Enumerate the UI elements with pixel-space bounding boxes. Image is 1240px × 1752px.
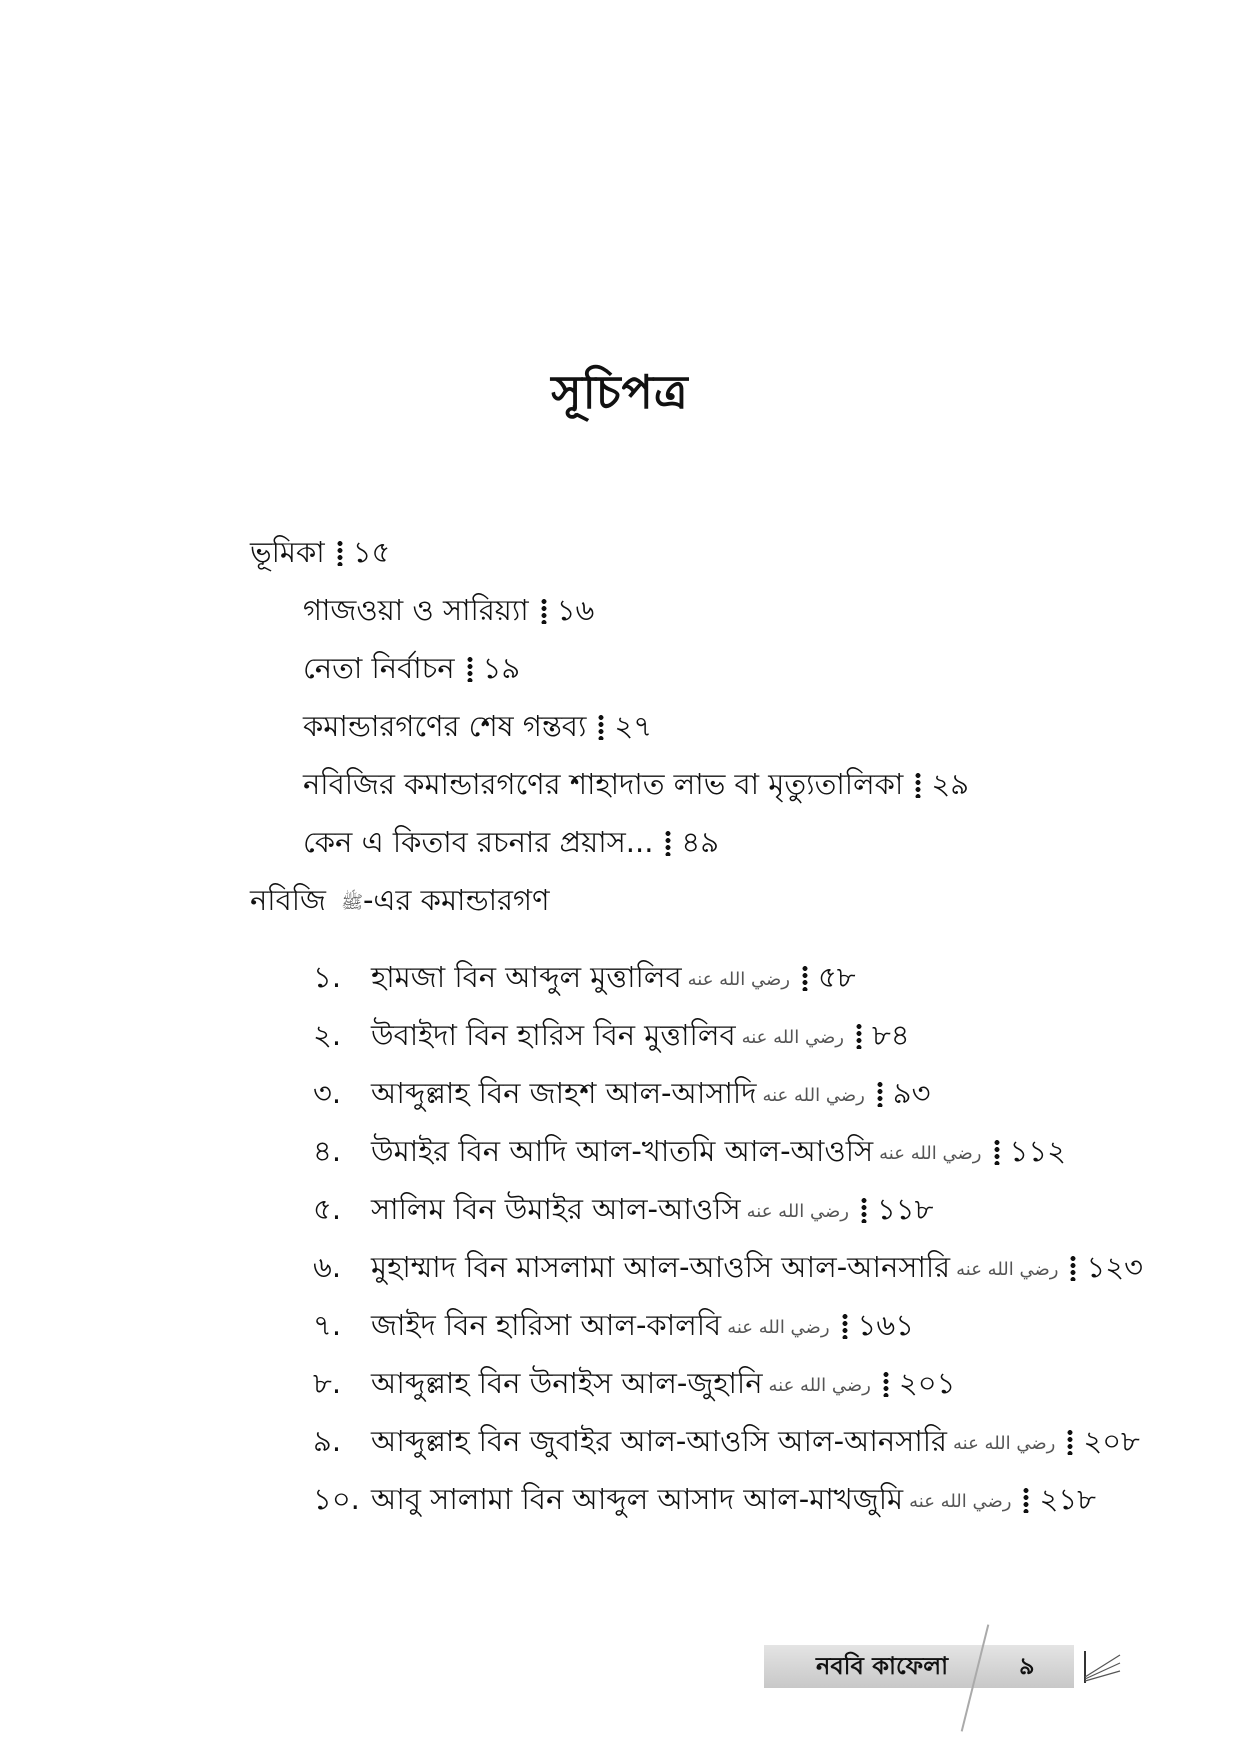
commander-page: ৮৪	[871, 1018, 910, 1052]
footer-book-title: নববি কাফেলা	[816, 1652, 949, 1680]
commander-name: উমাইর বিন আদি আল-খাতমি আল-আওসি	[371, 1134, 874, 1168]
commander-entry[interactable]	[313, 1363, 955, 1406]
commander-entry[interactable]	[313, 1479, 1096, 1522]
toc-entry-page: ২৯	[931, 767, 970, 801]
separator-icon	[541, 598, 547, 624]
separator-icon	[598, 714, 604, 740]
separator-icon	[1067, 1429, 1073, 1455]
separator-icon	[1023, 1487, 1029, 1513]
entry-number: ৩.	[313, 1076, 342, 1110]
salutation-icon: رضي الله عنه	[956, 1259, 1059, 1280]
commander-name: উবাইদা বিন হারিস বিন মুত্তালিব	[371, 1018, 736, 1052]
commander-entry[interactable]	[313, 1015, 910, 1058]
commander-name: আব্দুল্লাহ বিন জাহশ আল-আসাদি	[371, 1076, 757, 1110]
toc-entry-page: ১৫	[352, 535, 391, 569]
salutation-icon: رضي الله عنه	[762, 1085, 865, 1106]
commander-name: সালিম বিন উমাইর আল-আওসি	[371, 1192, 741, 1226]
commander-entry[interactable]	[313, 1131, 1066, 1174]
salutation-icon: رضي الله عنه	[879, 1143, 982, 1164]
salutation-icon: رضي الله عنه	[746, 1201, 849, 1222]
separator-icon	[1070, 1255, 1076, 1281]
separator-icon	[877, 1081, 883, 1107]
commander-page: ১৬১	[857, 1308, 915, 1342]
toc-entry-text: ভূমিকা	[250, 535, 325, 569]
entry-number: ১.	[313, 960, 342, 994]
commander-entry[interactable]	[313, 1247, 1143, 1290]
commander-entry[interactable]	[313, 1421, 1140, 1464]
separator-icon	[994, 1139, 1000, 1165]
commander-page: ১১৮	[876, 1192, 934, 1226]
commander-name: আব্দুল্লাহ বিন উনাইস আল-জুহানি	[371, 1366, 763, 1400]
toc-entry[interactable]	[303, 648, 520, 688]
separator-icon	[856, 1023, 862, 1049]
section-heading[interactable]	[250, 880, 550, 923]
toc-entry[interactable]	[303, 590, 594, 630]
salutation-icon: رضي الله عنه	[687, 969, 790, 990]
toc-entry-page: ১৯	[482, 651, 521, 685]
commander-name: জাইদ বিন হারিসা আল-কালবি	[371, 1308, 722, 1342]
toc-entry-page: ৪৯	[681, 825, 720, 859]
toc-entry[interactable]	[303, 706, 652, 746]
entry-number: ৬.	[313, 1250, 342, 1284]
toc-entry[interactable]	[250, 532, 390, 572]
entry-number: ১০.	[313, 1482, 360, 1516]
commander-page: ৫৮	[817, 960, 856, 994]
commander-name: মুহাম্মাদ বিন মাসলামা আল-আওসি আল-আনসারি	[371, 1250, 951, 1284]
separator-icon	[467, 656, 473, 682]
entry-number: ৪.	[313, 1134, 342, 1168]
commander-entry[interactable]	[313, 1305, 914, 1348]
separator-icon	[842, 1313, 848, 1339]
section-prefix: নবিজি	[250, 883, 326, 917]
entry-number: ৯.	[313, 1424, 342, 1458]
toc-entry-text: কমান্ডারগণের শেষ গন্তব্য	[303, 709, 587, 743]
commander-entry[interactable]	[313, 1189, 933, 1232]
separator-icon	[665, 830, 671, 856]
toc-entry-page: ২৭	[614, 709, 653, 743]
section-suffix: -এর কমান্ডারগণ	[362, 883, 550, 917]
toc-entry-text: গাজওয়া ও সারিয়্যা	[303, 593, 529, 627]
commander-name: আবু সালামা বিন আব্দুল আসাদ আল-মাখজুমি	[371, 1482, 904, 1516]
toc-entry-text: নেতা নির্বাচন	[303, 651, 455, 685]
footer-ornament-icon	[1082, 1649, 1122, 1685]
toc-entry-page: ১৬	[556, 593, 595, 627]
toc-entry[interactable]	[303, 764, 969, 804]
toc-entry-text: নবিজির কমান্ডারগণের শাহাদাত লাভ বা মৃত্যুতালিকা	[303, 767, 904, 801]
commander-name: আব্দুল্লাহ বিন জুবাইর আল-আওসি আল-আনসারি	[371, 1424, 947, 1458]
commander-page: ২০৮	[1083, 1424, 1140, 1458]
separator-icon	[337, 540, 343, 566]
page-footer	[764, 1645, 1126, 1688]
salutation-icon: رضي الله عنه	[909, 1491, 1012, 1512]
commander-page: ১২৩	[1086, 1250, 1143, 1284]
commander-page: ২১৮	[1039, 1482, 1096, 1516]
commander-entry[interactable]	[313, 957, 856, 1000]
toc-entry-text: কেন এ কিতাব রচনার প্রয়াস...	[303, 825, 654, 859]
entry-number: ৫.	[313, 1192, 342, 1226]
salutation-icon: رضي الله عنه	[953, 1433, 1056, 1454]
toc-entry[interactable]	[303, 822, 719, 862]
footer-page-number: ৯	[1019, 1652, 1035, 1680]
separator-icon	[802, 965, 808, 991]
salutation-icon: رضي الله عنه	[727, 1317, 830, 1338]
salutation-icon: ﷺ	[341, 892, 363, 913]
separator-icon	[883, 1371, 889, 1397]
entry-number: ৮.	[313, 1366, 342, 1400]
salutation-icon: رضي الله عنه	[768, 1375, 871, 1396]
separator-icon	[915, 772, 921, 798]
entry-number: ৭.	[313, 1308, 342, 1342]
separator-icon	[861, 1197, 867, 1223]
commander-page: ৯৩	[892, 1076, 931, 1110]
salutation-icon: رضي الله عنه	[741, 1027, 844, 1048]
entry-number: ২.	[313, 1018, 342, 1052]
commander-entry[interactable]	[313, 1073, 930, 1116]
page-title: সূচিপত্র	[551, 365, 689, 419]
commander-page: ২০১	[898, 1366, 956, 1400]
commander-page: ১১২	[1009, 1134, 1066, 1168]
commander-name: হামজা বিন আব্দুল মুত্তালিব	[371, 960, 682, 994]
